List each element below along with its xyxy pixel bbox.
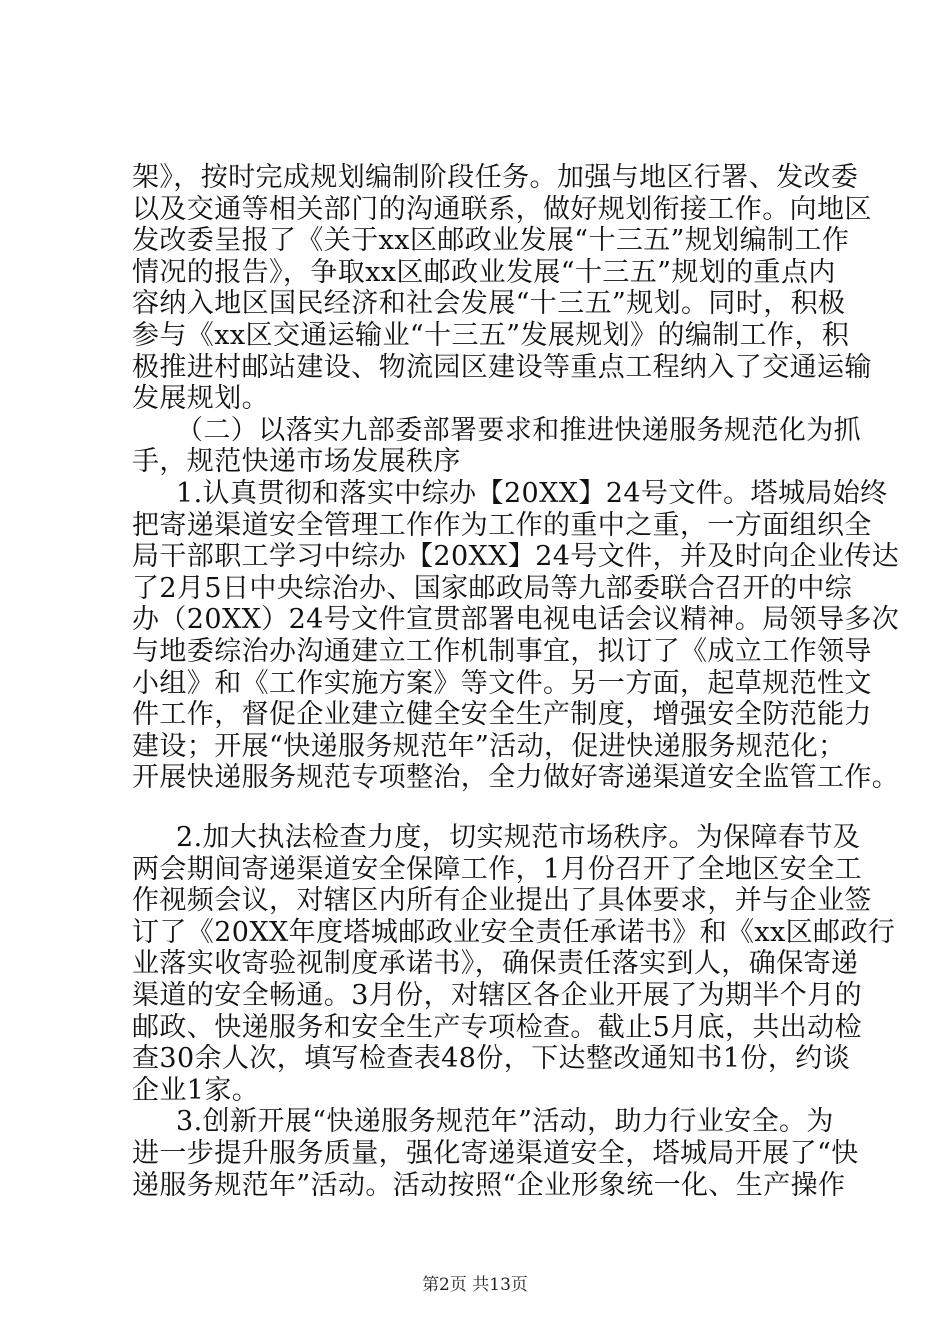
text-line: 与地委综治办沟通建立工作机制事宜，拟订了《成立工作领导 bbox=[132, 636, 872, 667]
text-line: 把寄递渠道安全管理工作作为工作的重中之重，一方面组织全 bbox=[132, 509, 872, 541]
text-line: 件工作，督促企业建立健全安全生产制度，增强安全防范能力 bbox=[132, 699, 872, 731]
text-line: 参与《xx区交通运输业“十三五”发展规划》的编制工作，积 bbox=[132, 320, 850, 351]
text-line: 情况的报告》，争取xx区邮政业发展“十三五”规划的重点内 bbox=[132, 256, 836, 288]
section-heading-cont: 手，规范快递市场发展秩序 bbox=[132, 446, 461, 478]
text-line: 小组》和《工作实施方案》等文件。另一方面，起草规范性文 bbox=[132, 667, 872, 699]
text-line: 开展快递服务规范专项整治，全力做好寄递渠道安全监管工作。 bbox=[132, 762, 900, 794]
text-line: 发展规划。 bbox=[132, 383, 269, 415]
text-line: 订了《20XX年度塔城邮政业安全责任承诺书》和《xx区邮政行 bbox=[132, 916, 896, 948]
text-line: 企业1家。 bbox=[132, 1074, 260, 1106]
section-heading: （二）以落实九部委部署要求和推进快递服务规范化为抓 bbox=[176, 414, 861, 446]
text-line: 建设；开展“快递服务规范年”活动，促进快递服务规范化； bbox=[132, 730, 846, 762]
text-line: 作视频会议，对辖区内所有企业提出了具体要求，并与企业签 bbox=[132, 885, 872, 917]
text-line: 办（20XX）24号文件宣贯部署电视电话会议精神。局领导多次 bbox=[132, 604, 900, 636]
paragraph-start: 2.加大执法检查力度，切实规范市场秩序。为保障春节及 bbox=[176, 822, 861, 853]
text-line: 架》，按时完成规划编制阶段任务。加强与地区行署、发改委 bbox=[132, 162, 859, 193]
text-line: 业落实收寄验视制度承诺书》，确保责任落实到人，确保寄递 bbox=[132, 948, 859, 980]
text-line: 以及交通等相关部门的沟通联系，做好规划衔接工作。向地区 bbox=[132, 193, 872, 225]
text-line: 局干部职工学习中综办【20XX】24号文件，并及时向企业传达 bbox=[132, 541, 900, 573]
text-line: 极推进村邮站建设、物流园区建设等重点工程纳入了交通运输 bbox=[132, 351, 872, 383]
text-line: 了2月5日中央综治办、国家邮政局等九部委联合召开的中综 bbox=[132, 572, 853, 604]
text-line: 进一步提升服务质量，强化寄递渠道安全，塔城局开展了“快 bbox=[132, 1138, 859, 1169]
text-line: 邮政、快递服务和安全生产专项检查。截止5月底，共出动检 bbox=[132, 1011, 862, 1043]
text-line: 两会期间寄递渠道安全保障工作，1月份召开了全地区安全工 bbox=[132, 853, 862, 885]
page-number-footer: 第2页 共13页 bbox=[422, 1275, 528, 1295]
text-line: 发改委呈报了《关于xx区邮政业发展“十三五”规划编制工作 bbox=[132, 225, 850, 257]
text-line: 渠道的安全畅通。3月份，对辖区各企业开展了为期半个月的 bbox=[132, 980, 862, 1011]
paragraph-start: 3.创新开展“快递服务规范年”活动，助力行业安全。为 bbox=[176, 1106, 834, 1138]
text-line: 查30余人次，填写检查表48份，下达整改通知书1份，约谈 bbox=[132, 1043, 851, 1075]
text-line: 递服务规范年”活动。活动按照“企业形象统一化、生产操作 bbox=[132, 1169, 846, 1201]
paragraph-start: 1.认真贯彻和落实中综办【20XX】24号文件。塔城局始终 bbox=[176, 478, 888, 509]
text-line: 容纳入地区国民经济和社会发展“十三五”规划。同时，积极 bbox=[132, 288, 846, 320]
